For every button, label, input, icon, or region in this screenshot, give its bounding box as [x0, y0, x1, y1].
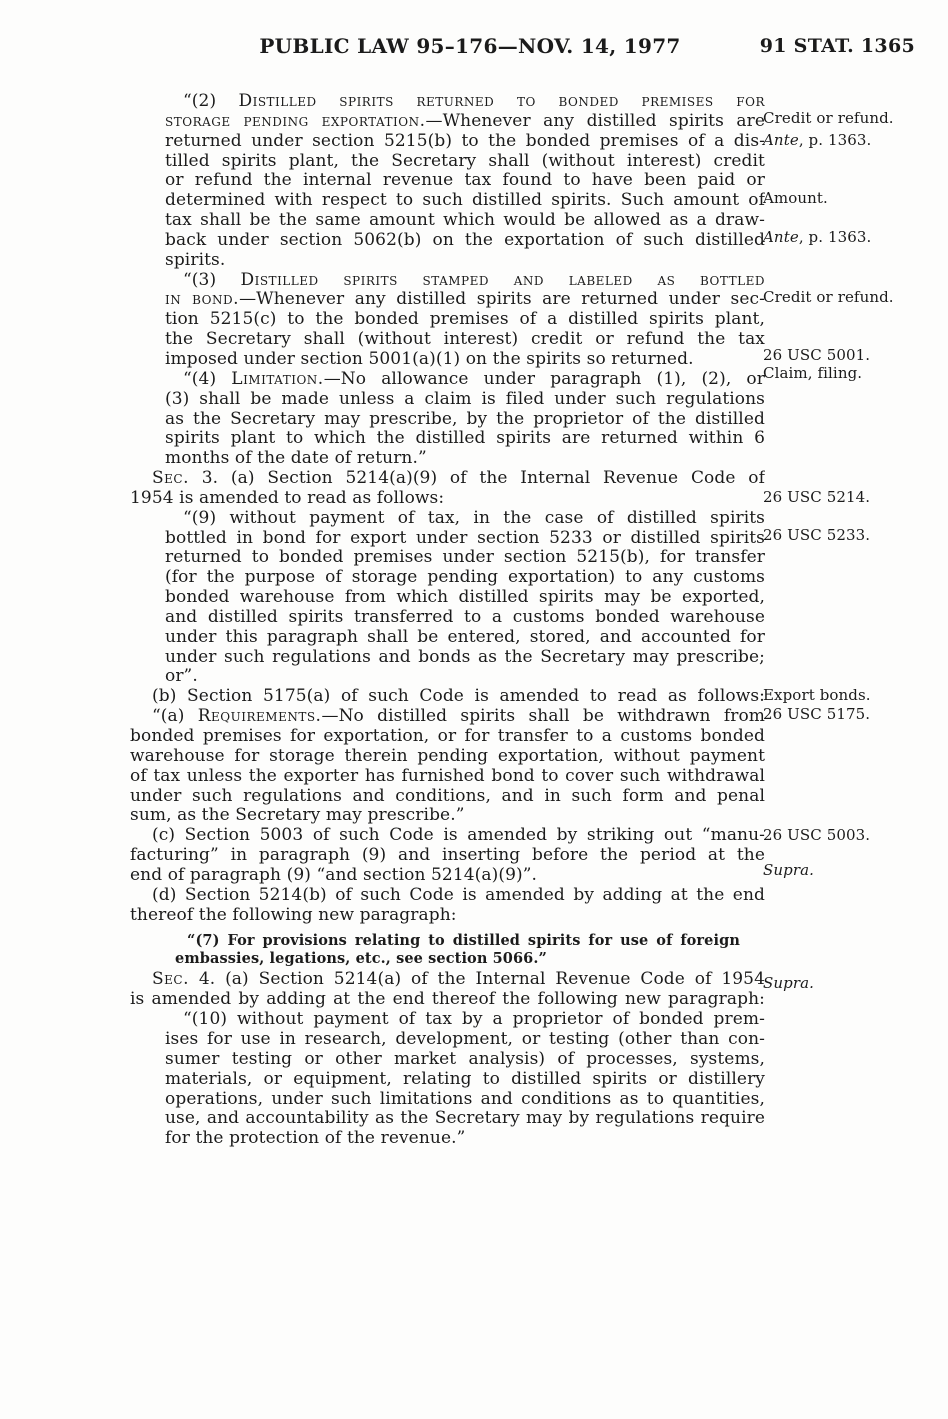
text-line: [130, 1109, 765, 1129]
text-run: returned under section 5215(b) to the bonded premises of a dis-: [165, 131, 765, 151]
paragraph-sub2: [130, 92, 765, 271]
text-run: “(a): [152, 707, 198, 727]
small-caps-text: in bond.: [165, 290, 240, 310]
text-run: 26 USC 5003.: [763, 826, 871, 844]
text-line: [130, 350, 765, 370]
text-run: use, and accountability as the Secretary may by regulations require: [165, 1109, 765, 1129]
text-run: end of paragraph (9) “and section 5214(a)(9)”.: [130, 865, 538, 885]
text-line: [130, 548, 765, 568]
text-line: [130, 1030, 765, 1050]
text-run: returned to bonded premises under section 5215(b), for transfer: [165, 548, 765, 568]
text-line: [130, 469, 765, 489]
text-run: , p. 1363.: [798, 131, 872, 149]
text-line: [130, 826, 765, 846]
text-line: [130, 866, 765, 886]
text-line: [130, 132, 765, 152]
text-run: (for the purpose of storage pending exportation) to any customs: [165, 568, 765, 588]
paragraph-secc: [130, 826, 765, 886]
text-line: [130, 290, 765, 310]
text-run: spirits.: [165, 250, 226, 270]
body-column: [130, 92, 765, 1149]
text-run: —Whenever any distilled spirits are: [425, 111, 765, 131]
text-run: under such regulations and bonds as the Secretary may prescribe;: [165, 647, 765, 667]
text-run: the Secretary shall (without interest) credit or refund the tax: [165, 330, 765, 350]
text-run: “(2): [183, 92, 239, 111]
small-caps-text: storage pending exportation.: [165, 111, 426, 131]
text-run: , p. 1363.: [798, 228, 872, 246]
text-run: Credit or refund.: [763, 288, 894, 306]
text-line: [130, 687, 765, 707]
text-line: [130, 608, 765, 628]
text-line: [130, 568, 765, 588]
text-line: [130, 449, 765, 469]
text-line: [130, 92, 765, 112]
text-run: “(4): [183, 369, 232, 389]
margin-note: [763, 109, 943, 127]
margin-note: [763, 228, 943, 246]
text-line: [130, 330, 765, 350]
text-run: spirits plant to which the distilled spirits are returned within 6: [165, 429, 765, 449]
text-line: [130, 251, 765, 271]
text-run: (d) Section 5214(b) of such Code is amended by adding at the end: [152, 885, 765, 905]
text-line: [130, 1010, 765, 1030]
text-line: [130, 648, 765, 668]
paragraph-secb: [130, 687, 765, 707]
text-line: [130, 588, 765, 608]
text-run: back under section 5062(b) on the exportation of such distilled: [165, 230, 765, 250]
text-run: imposed under section 5001(a)(1) on the spirits so returned.: [165, 349, 694, 369]
text-run: 4. (a) Section 5214(a) of the Internal Revenue Code of 1954: [189, 970, 765, 990]
paragraph-suba: [130, 707, 765, 826]
text-run: “(10) without payment of tax by a proprietor of bonded prem-: [183, 1010, 765, 1030]
text-line: [130, 932, 740, 950]
text-run: 26 USC 5001.: [763, 346, 871, 364]
text-run: tion 5215(c) to the bonded premises of a distilled spirits plant,: [165, 310, 765, 330]
text-run: Amount.: [763, 189, 828, 207]
paragraph-sec4: [130, 970, 765, 1010]
paragraph-sub10: [130, 1010, 765, 1149]
text-run: bottled in bond for export under section 5233 or distilled spirits: [165, 528, 765, 548]
text-run: “(7) For provisions relating to distilled spirits for use of foreign: [187, 932, 740, 950]
text-run: —Whenever any distilled spirits are returned under sec-: [239, 290, 765, 310]
margin-note: [763, 131, 943, 149]
text-run: (c) Section 5003 of such Code is amended by striking out “manu-: [152, 826, 765, 846]
text-run: tilled spirits plant, the Secretary shall (without interest) credit: [165, 151, 765, 171]
margin-note: [763, 705, 943, 723]
small-caps-text: Sec.: [152, 469, 189, 489]
text-line: [130, 787, 765, 807]
text-line: [130, 489, 765, 509]
text-line: [130, 211, 765, 231]
text-line: [130, 310, 765, 330]
text-run: under this paragraph shall be entered, stored, and accounted for: [165, 627, 765, 647]
text-line: [130, 171, 765, 191]
margin-note: [763, 364, 943, 382]
text-run: —No distilled spirits shall be withdrawn from: [321, 707, 765, 727]
text-run: (b) Section 5175(a) of such Code is amended to read as follows:: [152, 687, 765, 707]
text-run: materials, or equipment, relating to distilled spirits or distillery: [165, 1069, 765, 1089]
text-run: bonded warehouse from which distilled spirits may be exported,: [165, 588, 765, 608]
text-run: —No allowance under paragraph (1), (2), or: [323, 369, 765, 389]
text-line: [130, 747, 765, 767]
margin-note: [763, 974, 943, 992]
text-line: [130, 806, 765, 826]
text-run: 26 USC 5175.: [763, 705, 871, 723]
paragraph-sub4: [130, 370, 765, 469]
text-line: [130, 628, 765, 648]
text-run: “(3): [183, 270, 241, 290]
margin-note: [763, 346, 943, 364]
text-run: thereof the following new paragraph:: [130, 905, 457, 925]
text-line: [130, 191, 765, 211]
text-line: [130, 970, 765, 990]
text-run: determined with respect to such distilled spirits. Such amount of: [165, 191, 765, 211]
text-run: months of the date of return.”: [165, 449, 427, 469]
text-line: [130, 1050, 765, 1070]
text-run: or”.: [165, 667, 198, 687]
text-run: under such regulations and conditions, and in such form and penal: [130, 786, 765, 806]
text-line: [130, 152, 765, 172]
text-run: (3) shall be made unless a claim is filed under such regulations: [165, 389, 765, 409]
text-line: [130, 727, 765, 747]
text-run: embassies, legations, etc., see section 5066.”: [175, 949, 547, 967]
text-run: Credit or refund.: [763, 109, 894, 127]
text-run: warehouse for storage therein pending exportation, without payment: [130, 746, 765, 766]
text-run: or refund the internal revenue tax found to have been paid or: [165, 171, 765, 191]
text-line: [130, 509, 765, 529]
text-line: [130, 707, 765, 727]
italic-text: Supra.: [763, 861, 815, 879]
small-caps-text: Limitation.: [231, 369, 324, 389]
text-line: [130, 390, 765, 410]
text-run: Export bonds.: [763, 686, 871, 704]
small-caps-text: Requirements.: [197, 707, 322, 727]
text-line: [130, 1129, 765, 1149]
paragraph-sub9: [130, 509, 765, 688]
text-line: [130, 906, 765, 926]
text-line: [130, 370, 765, 390]
text-line: [130, 112, 765, 132]
margin-note: [763, 826, 943, 844]
paragraph-sec3: [130, 469, 765, 509]
italic-text: Ante: [763, 228, 799, 246]
paragraph-sub3: [130, 271, 765, 370]
text-run: sum, as the Secretary may prescribe.”: [130, 806, 465, 826]
text-run: for the protection of the revenue.”: [165, 1129, 466, 1149]
text-run: operations, under such limitations and conditions as to quantities,: [165, 1089, 765, 1109]
small-caps-text: Distilled spirits stamped and labeled as bottled: [240, 270, 765, 290]
text-run: 26 USC 5233.: [763, 526, 871, 544]
text-run: bonded premises for exportation, or for transfer to a customs bonded: [130, 727, 765, 746]
text-run: tax shall be the same amount which would be allowed as a draw-: [165, 211, 765, 231]
margin-note: [763, 526, 943, 544]
italic-text: Ante: [763, 131, 799, 149]
margin-note: [763, 686, 943, 704]
text-run: Claim, filing.: [763, 364, 863, 382]
text-run: is amended by adding at the end thereof the following new paragraph:: [130, 990, 765, 1010]
margin-note: [763, 488, 943, 506]
text-line: [130, 667, 765, 687]
text-line: [130, 429, 765, 449]
text-line: [130, 767, 765, 787]
margin-note: [763, 189, 943, 207]
text-run: “(9) without payment of tax, in the case of distilled spirits: [183, 508, 765, 528]
text-line: [130, 846, 765, 866]
page-title: PUBLIC LAW 95–176—NOV. 14, 1977: [259, 34, 681, 58]
text-run: sumer testing or other market analysis) of processes, systems,: [165, 1049, 765, 1069]
text-line: [130, 1090, 765, 1110]
text-line: [130, 271, 765, 291]
paragraph-note7: [130, 932, 740, 967]
text-run: ises for use in research, development, or testing (other than con-: [165, 1029, 765, 1049]
paragraph-secd: [130, 886, 765, 926]
text-run: and distilled spirits transferred to a customs bonded warehouse: [165, 607, 765, 627]
small-caps-text: Distilled spirits returned to bonded premises for: [238, 92, 765, 111]
italic-text: Supra.: [763, 974, 815, 992]
text-run: 26 USC 5214.: [763, 488, 871, 506]
text-line: [130, 886, 765, 906]
text-line: [130, 410, 765, 430]
stat-citation: 91 STAT. 1365: [759, 35, 915, 57]
text-line: [130, 990, 765, 1010]
text-run: as the Secretary may prescribe, by the proprietor of the distilled: [165, 409, 765, 429]
small-caps-text: Sec.: [152, 970, 189, 990]
margin-note: [763, 861, 943, 879]
text-line: [130, 950, 740, 968]
text-line: [130, 529, 765, 549]
margin-note: [763, 288, 943, 306]
text-line: [130, 1070, 765, 1090]
text-run: of tax unless the exporter has furnished bond to cover such withdrawal: [130, 766, 765, 786]
text-line: [130, 231, 765, 251]
text-run: facturing” in paragraph (9) and inserting before the period at the: [130, 846, 765, 866]
text-run: 1954 is amended to read as follows:: [130, 488, 445, 508]
text-run: 3. (a) Section 5214(a)(9) of the Internal Revenue Code of: [189, 469, 765, 489]
